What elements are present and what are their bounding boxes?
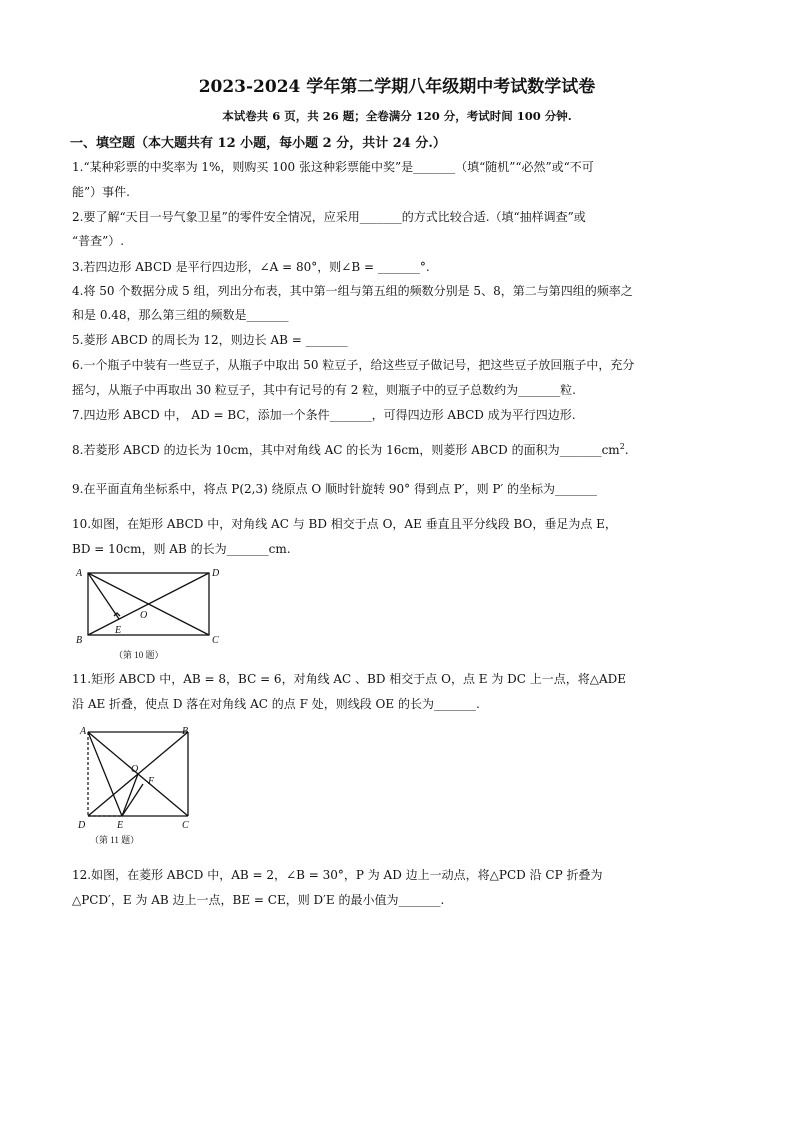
- segment-ae: [88, 732, 122, 816]
- q6-line1: 6.一个瓶子中装有一些豆子，从瓶子中取出 50 粒豆子，给这些豆子做记号，把这些豆子放回瓶子中，充分: [72, 358, 635, 372]
- q1-line1: 1.“某种彩票的中奖率为 1%，则购买 100 张这种彩票能中奖”是_______（填“随机”“必然”或“不可: [72, 160, 594, 174]
- fig10-caption: （第 10 题）: [114, 650, 164, 660]
- fig11-label-a: A: [80, 726, 87, 737]
- fig11-label-c: C: [182, 820, 189, 831]
- q6-line2: 摇匀，从瓶子中再取出 30 粒豆子，其中有记号的有 2 粒，则瓶子中的豆子总数约为_______粒.: [72, 383, 576, 397]
- fig10-label-c: C: [212, 635, 219, 646]
- q1-line2: 能”）事件.: [72, 185, 130, 199]
- fig11-label-o: O: [131, 764, 139, 775]
- q8-superscript: 2: [619, 442, 625, 451]
- q11-line2: 沿 AE 折叠，使点 D 落在对角线 AC 的点 F 处，则线段 OE 的长为_______.: [72, 697, 480, 711]
- q8-line: [72, 441, 629, 458]
- fig11-label-d: D: [78, 820, 86, 831]
- q3-line1: 3.若四边形 ABCD 是平行四边形，∠A = 80°，则∠B = _______°.: [72, 260, 430, 274]
- figure-11: [72, 722, 202, 850]
- q11-line1: 11.矩形 ABCD 中，AB = 8，BC = 6，对角线 AC 、BD 相交于点 O，点 E 为 DC 上一点，将△ADE: [72, 672, 627, 686]
- q2-line2: “普查”）.: [72, 234, 125, 248]
- q10-line1: 10.如图，在矩形 ABCD 中，对角线 AC 与 BD 相交于点 O，AE 垂直且平分线段 BO，垂足为点 E，: [72, 517, 617, 531]
- section-heading: 一、填空题（本大题共有 12 小题，每小题 2 分，共计 24 分.）: [70, 136, 446, 151]
- figure-10: [72, 563, 222, 663]
- exam-title: 2023-2024 学年第二学期八年级期中考试数学试卷: [198, 77, 596, 97]
- q4-line2: 和是 0.48，那么第三组的频数是_______: [72, 308, 289, 322]
- q4-line1: 4.将 50 个数据分成 5 组，列出分布表，其中第一组与第五组的频数分别是 5、8，第二与第四组的频率之: [72, 284, 633, 298]
- q12-line1: 12.如图，在菱形 ABCD 中，AB = 2，∠B = 30°，P 为 AD 边上一动点，将△PCD 沿 CP 折叠为: [72, 868, 603, 882]
- q5-line1: 5.菱形 ABCD 的周长为 12，则边长 AB = _______: [72, 333, 348, 347]
- q8-tail: .: [624, 443, 629, 457]
- q9-line1: 9.在平面直角坐标系中，将点 P(2,3) 绕原点 O 顺时针旋转 90° 得到点 P′，则 P′ 的坐标为_______: [72, 482, 598, 496]
- q10-line2: BD = 10cm，则 AB 的长为_______cm.: [72, 542, 291, 556]
- exam-subtitle: 本试卷共 6 页，共 26 题；全卷满分 120 分，考试时间 100 分钟.: [222, 109, 572, 123]
- fig10-label-a: A: [76, 568, 83, 579]
- q12-line2: △PCD′，E 为 AB 边上一点，BE = CE，则 D′E 的最小值为_______.: [72, 893, 445, 907]
- fig11-label-e: E: [117, 820, 124, 831]
- fig11-label-b: B: [182, 726, 189, 737]
- fig10-label-d: D: [212, 568, 220, 579]
- fig10-label-e: E: [115, 625, 122, 636]
- fig11-label-f: F: [148, 776, 155, 787]
- segment-ae: [88, 573, 119, 619]
- q2-line1: 2.要了解“天目一号气象卫星”的零件安全情况，应采用_______的方式比较合适.（填“抽样调查”或: [72, 210, 586, 224]
- fig11-caption: （第 11 题）: [90, 835, 140, 845]
- q8-text: 8.若菱形 ABCD 的边长为 10cm，其中对角线 AC 的长为 16cm，则菱形 ABCD 的面积为_______cm: [72, 443, 620, 457]
- fig10-label-b: B: [76, 635, 83, 646]
- q7-line1: 7.四边形 ABCD 中， AD = BC，添加一个条件_______，可得四边形 ABCD 成为平行四边形.: [72, 408, 576, 422]
- fig10-label-o: O: [140, 610, 148, 621]
